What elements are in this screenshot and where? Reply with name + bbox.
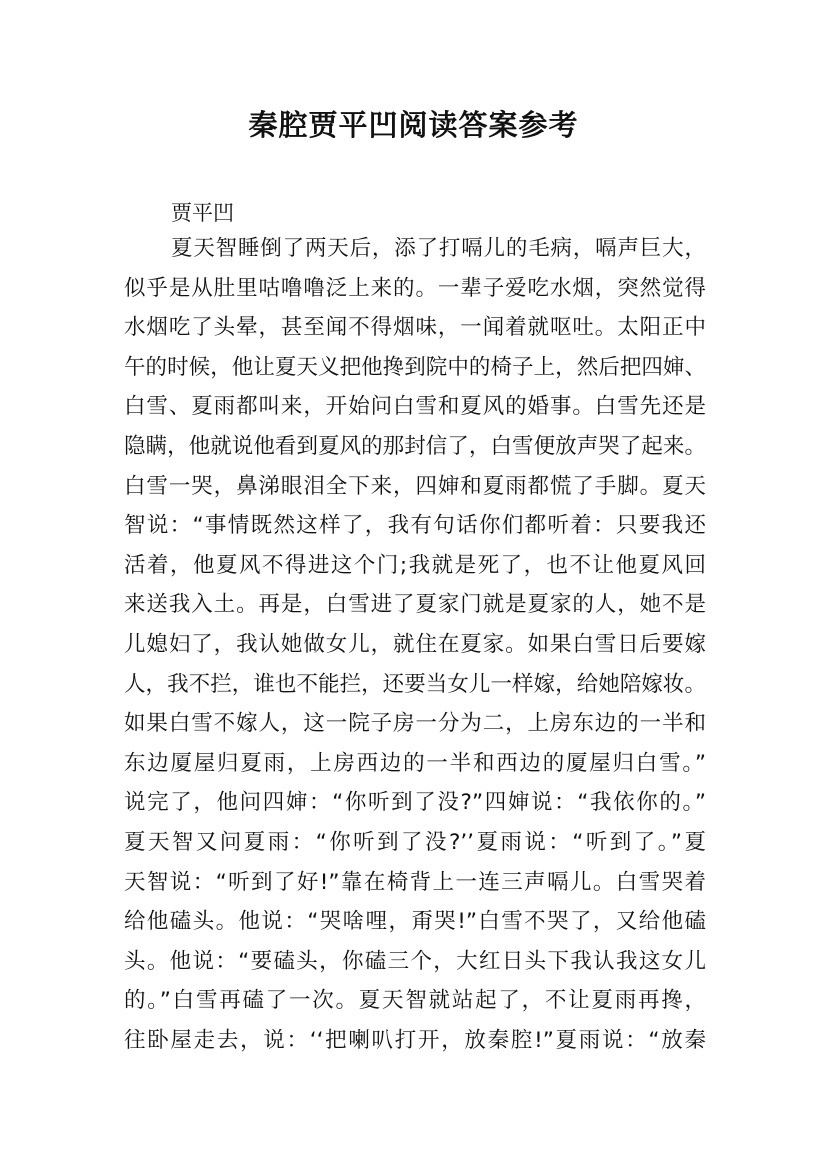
text-line: 白雪、夏雨都叫来，开始问白雪和夏风的婚事。白雪先还是 [124, 394, 706, 420]
text-line: 给他磕头。他说：“哭啥哩，甭哭!”白雪不哭了，又给他磕 [124, 909, 706, 935]
text-line: 天智说：“听到了好!”靠在椅背上一连三声嗝儿。白雪哭着 [124, 869, 706, 895]
text-line: 来送我入土。再是，白雪进了夏家门就是夏家的人，她不是 [124, 592, 706, 618]
text-line: 夏天智又问夏雨：“你听到了没?’’夏雨说：“听到了。”夏 [124, 830, 706, 855]
text-line: 人，我不拦，谁也不能拦，还要当女儿一样嫁，给她陪嫁妆。 [124, 671, 706, 697]
text-line: 说完了，他问四婶：“你听到了没?”四婶说：“我依你的。” [124, 790, 706, 816]
text-line: 智说：“事情既然这样了，我有句话你们都听着：只要我还 [124, 513, 706, 539]
text-line: 东边厦屋归夏雨，上房西边的一半和西边的厦屋归白雪。” [124, 750, 706, 776]
author-name: 贾平凹 [171, 201, 234, 225]
document-title: 秦腔贾平凹阅读答案参考 [248, 108, 579, 142]
text-line: 白雪一哭，鼻涕眼泪全下来，四婶和夏雨都慌了手脚。夏天 [124, 473, 706, 499]
text-line: 儿媳妇了，我认她做女儿，就住在夏家。如果白雪日后要嫁 [124, 632, 706, 657]
text-line: 午的时候，他让夏天义把他搀到院中的椅子上，然后把四婶、 [124, 354, 706, 380]
text-line: 如果白雪不嫁人，这一院子房一分为二，上房东边的一半和 [124, 711, 706, 737]
text-line: 隐瞒，他就说他看到夏风的那封信了，白雪便放声哭了起来。 [124, 434, 706, 459]
text-line: 水烟吃了头晕，甚至闻不得烟味，一闻着就呕吐。太阳正中 [124, 315, 706, 341]
text-line: 活着，他夏风不得进这个门;我就是死了，也不让他夏风回 [124, 552, 706, 578]
text-line: 头。他说：“要磕头，你磕三个，大红日头下我认我这女儿 [124, 948, 706, 974]
text-line: 的。”白雪再磕了一次。夏天智就站起了，不让夏雨再搀， [124, 988, 706, 1014]
text-line: 似乎是从肚里咕噜噜泛上来的。一辈子爱吃水烟，突然觉得 [124, 275, 706, 301]
text-line: 夏天智睡倒了两天后，添了打嗝儿的毛病，嗝声巨大， [171, 236, 706, 261]
text-line: 往卧屋走去，说：‘‘把喇叭打开，放秦腔!”夏雨说：“放秦 [124, 1028, 706, 1053]
